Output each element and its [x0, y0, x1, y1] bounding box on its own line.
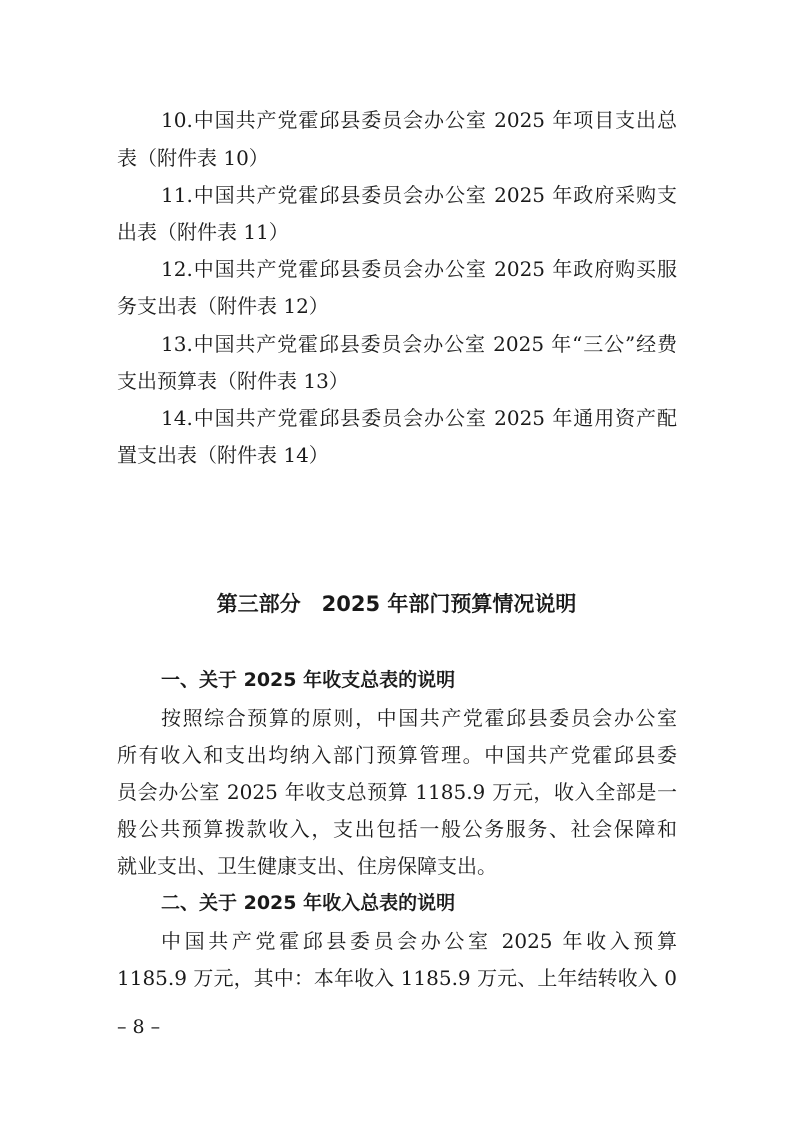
part-title: 第三部分 2025 年部门预算情况说明: [216, 592, 577, 616]
attachment-item-12-line1: 12.中国共产党霍邱县委员会办公室 2025 年政府购买服: [161, 257, 677, 281]
attachment-item-13-line2: 支出预算表（附件表 13）: [117, 369, 349, 393]
section-heading-1: 一、关于 2025 年收支总表的说明: [161, 669, 456, 691]
attachment-item-11-line1: 11.中国共产党霍邱县委员会办公室 2025 年政府采购支: [161, 183, 677, 207]
section-1-paragraph-line: 按照综合预算的原则，中国共产党霍邱县委员会办公室: [161, 706, 677, 730]
section-1-paragraph-line: 就业支出、卫生健康支出、住房保障支出。: [117, 854, 497, 878]
section-heading-2: 二、关于 2025 年收入总表的说明: [161, 892, 456, 914]
section-1-paragraph-line: 所有收入和支出均纳入部门预算管理。中国共产党霍邱县委: [117, 743, 677, 767]
attachment-item-11-line2: 出表（附件表 11）: [117, 220, 289, 244]
attachment-item-12-line2: 务支出表（附件表 12）: [117, 294, 329, 318]
attachment-item-10-line2: 表（附件表 10）: [117, 146, 269, 170]
attachment-item-14-line1: 14.中国共产党霍邱县委员会办公室 2025 年通用资产配: [161, 406, 677, 430]
page-number: – 8 –: [117, 1016, 161, 1038]
attachment-item-14-line2: 置支出表（附件表 14）: [117, 443, 329, 467]
section-1-paragraph-line: 员会办公室 2025 年收支总预算 1185.9 万元，收入全部是一: [117, 780, 677, 804]
section-1-paragraph-line: 般公共预算拨款收入，支出包括一般公务服务、社会保障和: [117, 817, 677, 841]
attachment-item-13-line1: 13.中国共产党霍邱县委员会办公室 2025 年“三公”经费: [161, 332, 677, 356]
attachment-item-10-line1: 10.中国共产党霍邱县委员会办公室 2025 年项目支出总: [161, 108, 677, 132]
section-2-paragraph-line: 中国共产党霍邱县委员会办公室 2025 年收入预算: [161, 929, 677, 953]
section-2-paragraph-line: 1185.9 万元，其中：本年收入 1185.9 万元、上年结转收入 0: [117, 966, 677, 990]
